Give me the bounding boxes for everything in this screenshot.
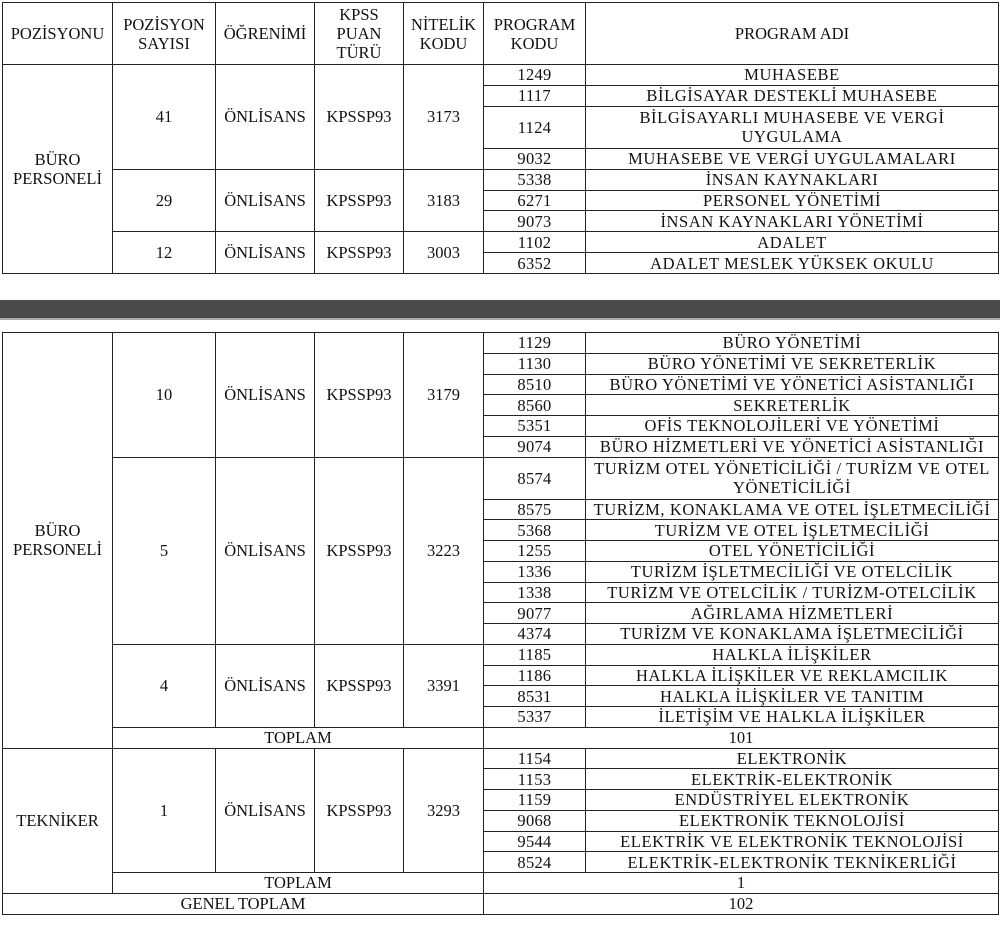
positions-table-1 [2,2,999,274]
total-row [3,727,999,748]
grand-total-row [3,893,999,914]
kpss-cell: KPSSP93 [315,457,404,644]
program-code-cell: 8524 [484,852,586,873]
program-name-cell: TURİZM VE OTEL İŞLETMECİLİĞİ [586,520,999,541]
program-name-cell: MUHASEBE [586,65,999,86]
nitelik-code-cell: 3173 [404,65,484,170]
table-row [3,644,999,665]
header-ogrenimi: ÖĞRENİMİ [216,3,315,65]
kpss-cell: KPSSP93 [315,333,404,458]
program-name-cell: TURİZM İŞLETMECİLİĞİ VE OTELCİLİK [586,561,999,582]
table-row [3,457,999,499]
nitelik-code-cell: 3293 [404,748,484,873]
section-divider-line [0,318,1000,320]
program-name-cell: BİLGİSAYAR DESTEKLİ MUHASEBE [586,85,999,106]
kpss-cell: KPSSP93 [315,169,404,232]
program-code-cell: 5351 [484,416,586,437]
program-code-cell: 1153 [484,769,586,790]
program-code-cell: 5368 [484,520,586,541]
kpss-cell: KPSSP93 [315,644,404,727]
program-code-cell: 1124 [484,106,586,148]
position-cell: BÜRO PERSONELİ [3,65,113,274]
position-count-cell: 1 [113,748,216,873]
position-count-cell: 10 [113,333,216,458]
program-name-cell: BÜRO YÖNETİMİ VE YÖNETİCİ ASİSTANLIĞI [586,374,999,395]
nitelik-code-cell: 3223 [404,457,484,644]
program-name-cell: BÜRO YÖNETİMİ [586,333,999,354]
program-name-cell: HALKLA İLİŞKİLER VE TANITIM [586,686,999,707]
program-code-cell: 6352 [484,253,586,274]
program-code-cell: 1102 [484,232,586,253]
program-name-cell: TURİZM VE OTELCİLİK / TURİZM-OTELCİLİK [586,582,999,603]
section-divider [0,300,1000,319]
program-code-cell: 6271 [484,190,586,211]
education-cell: ÖNLİSANS [216,457,315,644]
position-count-cell: 12 [113,232,216,274]
education-cell: ÖNLİSANS [216,748,315,873]
program-code-cell: 1338 [484,582,586,603]
program-code-cell: 9068 [484,810,586,831]
position-count-cell: 29 [113,169,216,232]
kpss-cell: KPSSP93 [315,65,404,170]
program-code-cell: 1159 [484,790,586,811]
program-code-cell: 8510 [484,374,586,395]
program-code-cell: 5338 [484,169,586,190]
program-code-cell: 1129 [484,333,586,354]
total-label: TOPLAM [113,873,484,894]
program-name-cell: MUHASEBE VE VERGİ UYGULAMALARI [586,148,999,169]
program-name-cell: BİLGİSAYARLI MUHASEBE VE VERGİ UYGULAMA [586,106,999,148]
program-name-cell: ADALET MESLEK YÜKSEK OKULU [586,253,999,274]
program-name-cell: OTEL YÖNETİCİLİĞİ [586,541,999,562]
table-row [3,748,999,769]
position-cell: TEKNİKER [3,748,113,893]
header-program-kodu: PROGRAM KODU [484,3,586,65]
program-code-cell: 1130 [484,353,586,374]
program-code-cell: 1249 [484,65,586,86]
program-code-cell: 9077 [484,603,586,624]
header-nitelik-kodu: NİTELİK KODU [404,3,484,65]
position-count-cell: 41 [113,65,216,170]
education-cell: ÖNLİSANS [216,644,315,727]
program-name-cell: OFİS TEKNOLOJİLERİ VE YÖNETİMİ [586,416,999,437]
program-name-cell: ELEKTRİK-ELEKTRONİK TEKNİKERLİĞİ [586,852,999,873]
program-code-cell: 1336 [484,561,586,582]
program-name-cell: ENDÜSTRİYEL ELEKTRONİK [586,790,999,811]
program-code-cell: 1185 [484,644,586,665]
position-cell: BÜRO PERSONELİ [3,333,113,749]
program-code-cell: 8531 [484,686,586,707]
table-row [3,232,999,253]
program-name-cell: TURİZM OTEL YÖNETİCİLİĞİ / TURİZM VE OTEL YÖNETİCİLİĞİ [586,457,999,499]
grand-total-value: 102 [484,893,999,914]
program-code-cell: 1255 [484,541,586,562]
table-row [3,333,999,354]
education-cell: ÖNLİSANS [216,333,315,458]
position-count-cell: 4 [113,644,216,727]
total-label: TOPLAM [113,727,484,748]
total-value: 1 [484,873,999,894]
program-code-cell: 9073 [484,211,586,232]
education-cell: ÖNLİSANS [216,169,315,232]
program-name-cell: HALKLA İLİŞKİLER [586,644,999,665]
program-name-cell: ELEKTRİK-ELEKTRONİK [586,769,999,790]
grand-total-label: GENEL TOPLAM [3,893,484,914]
program-code-cell: 4374 [484,624,586,645]
nitelik-code-cell: 3179 [404,333,484,458]
program-code-cell: 5337 [484,707,586,728]
program-name-cell: İNSAN KAYNAKLARI [586,169,999,190]
program-name-cell: İNSAN KAYNAKLARI YÖNETİMİ [586,211,999,232]
program-name-cell: PERSONEL YÖNETİMİ [586,190,999,211]
program-code-cell: 1186 [484,665,586,686]
program-name-cell: ELEKTRONİK [586,748,999,769]
nitelik-code-cell: 3391 [404,644,484,727]
program-name-cell: BÜRO HİZMETLERİ VE YÖNETİCİ ASİSTANLIĞI [586,436,999,457]
program-code-cell: 1154 [484,748,586,769]
position-count-cell: 5 [113,457,216,644]
education-cell: ÖNLİSANS [216,232,315,274]
program-name-cell: ELEKTRONİK TEKNOLOJİSİ [586,810,999,831]
total-row [3,873,999,894]
header-pozisyonu: POZİSYONU [3,3,113,65]
education-cell: ÖNLİSANS [216,65,315,170]
program-code-cell: 1117 [484,85,586,106]
program-name-cell: TURİZM VE KONAKLAMA İŞLETMECİLİĞİ [586,624,999,645]
header-program-adi: PROGRAM ADI [586,3,999,65]
nitelik-code-cell: 3003 [404,232,484,274]
program-code-cell: 8574 [484,457,586,499]
total-value: 101 [484,727,999,748]
program-code-cell: 9544 [484,831,586,852]
program-name-cell: BÜRO YÖNETİMİ VE SEKRETERLİK [586,353,999,374]
program-name-cell: AĞIRLAMA HİZMETLERİ [586,603,999,624]
program-name-cell: SEKRETERLİK [586,395,999,416]
header-kpss-puan-turu: KPSS PUAN TÜRÜ [315,3,404,65]
program-name-cell: HALKLA İLİŞKİLER VE REKLAMCILIK [586,665,999,686]
table-row [3,65,999,86]
header-row [3,3,999,65]
program-code-cell: 9074 [484,436,586,457]
kpss-cell: KPSSP93 [315,748,404,873]
kpss-cell: KPSSP93 [315,232,404,274]
program-name-cell: ADALET [586,232,999,253]
nitelik-code-cell: 3183 [404,169,484,232]
program-name-cell: İLETİŞİM VE HALKLA İLİŞKİLER [586,707,999,728]
program-name-cell: ELEKTRİK VE ELEKTRONİK TEKNOLOJİSİ [586,831,999,852]
program-name-cell: TURİZM, KONAKLAMA VE OTEL İŞLETMECİLİĞİ [586,499,999,520]
positions-table-2 [2,332,999,915]
program-code-cell: 9032 [484,148,586,169]
program-code-cell: 8575 [484,499,586,520]
header-pozisyon-sayisi: POZİSYON SAYISI [113,3,216,65]
program-code-cell: 8560 [484,395,586,416]
table-row [3,169,999,190]
